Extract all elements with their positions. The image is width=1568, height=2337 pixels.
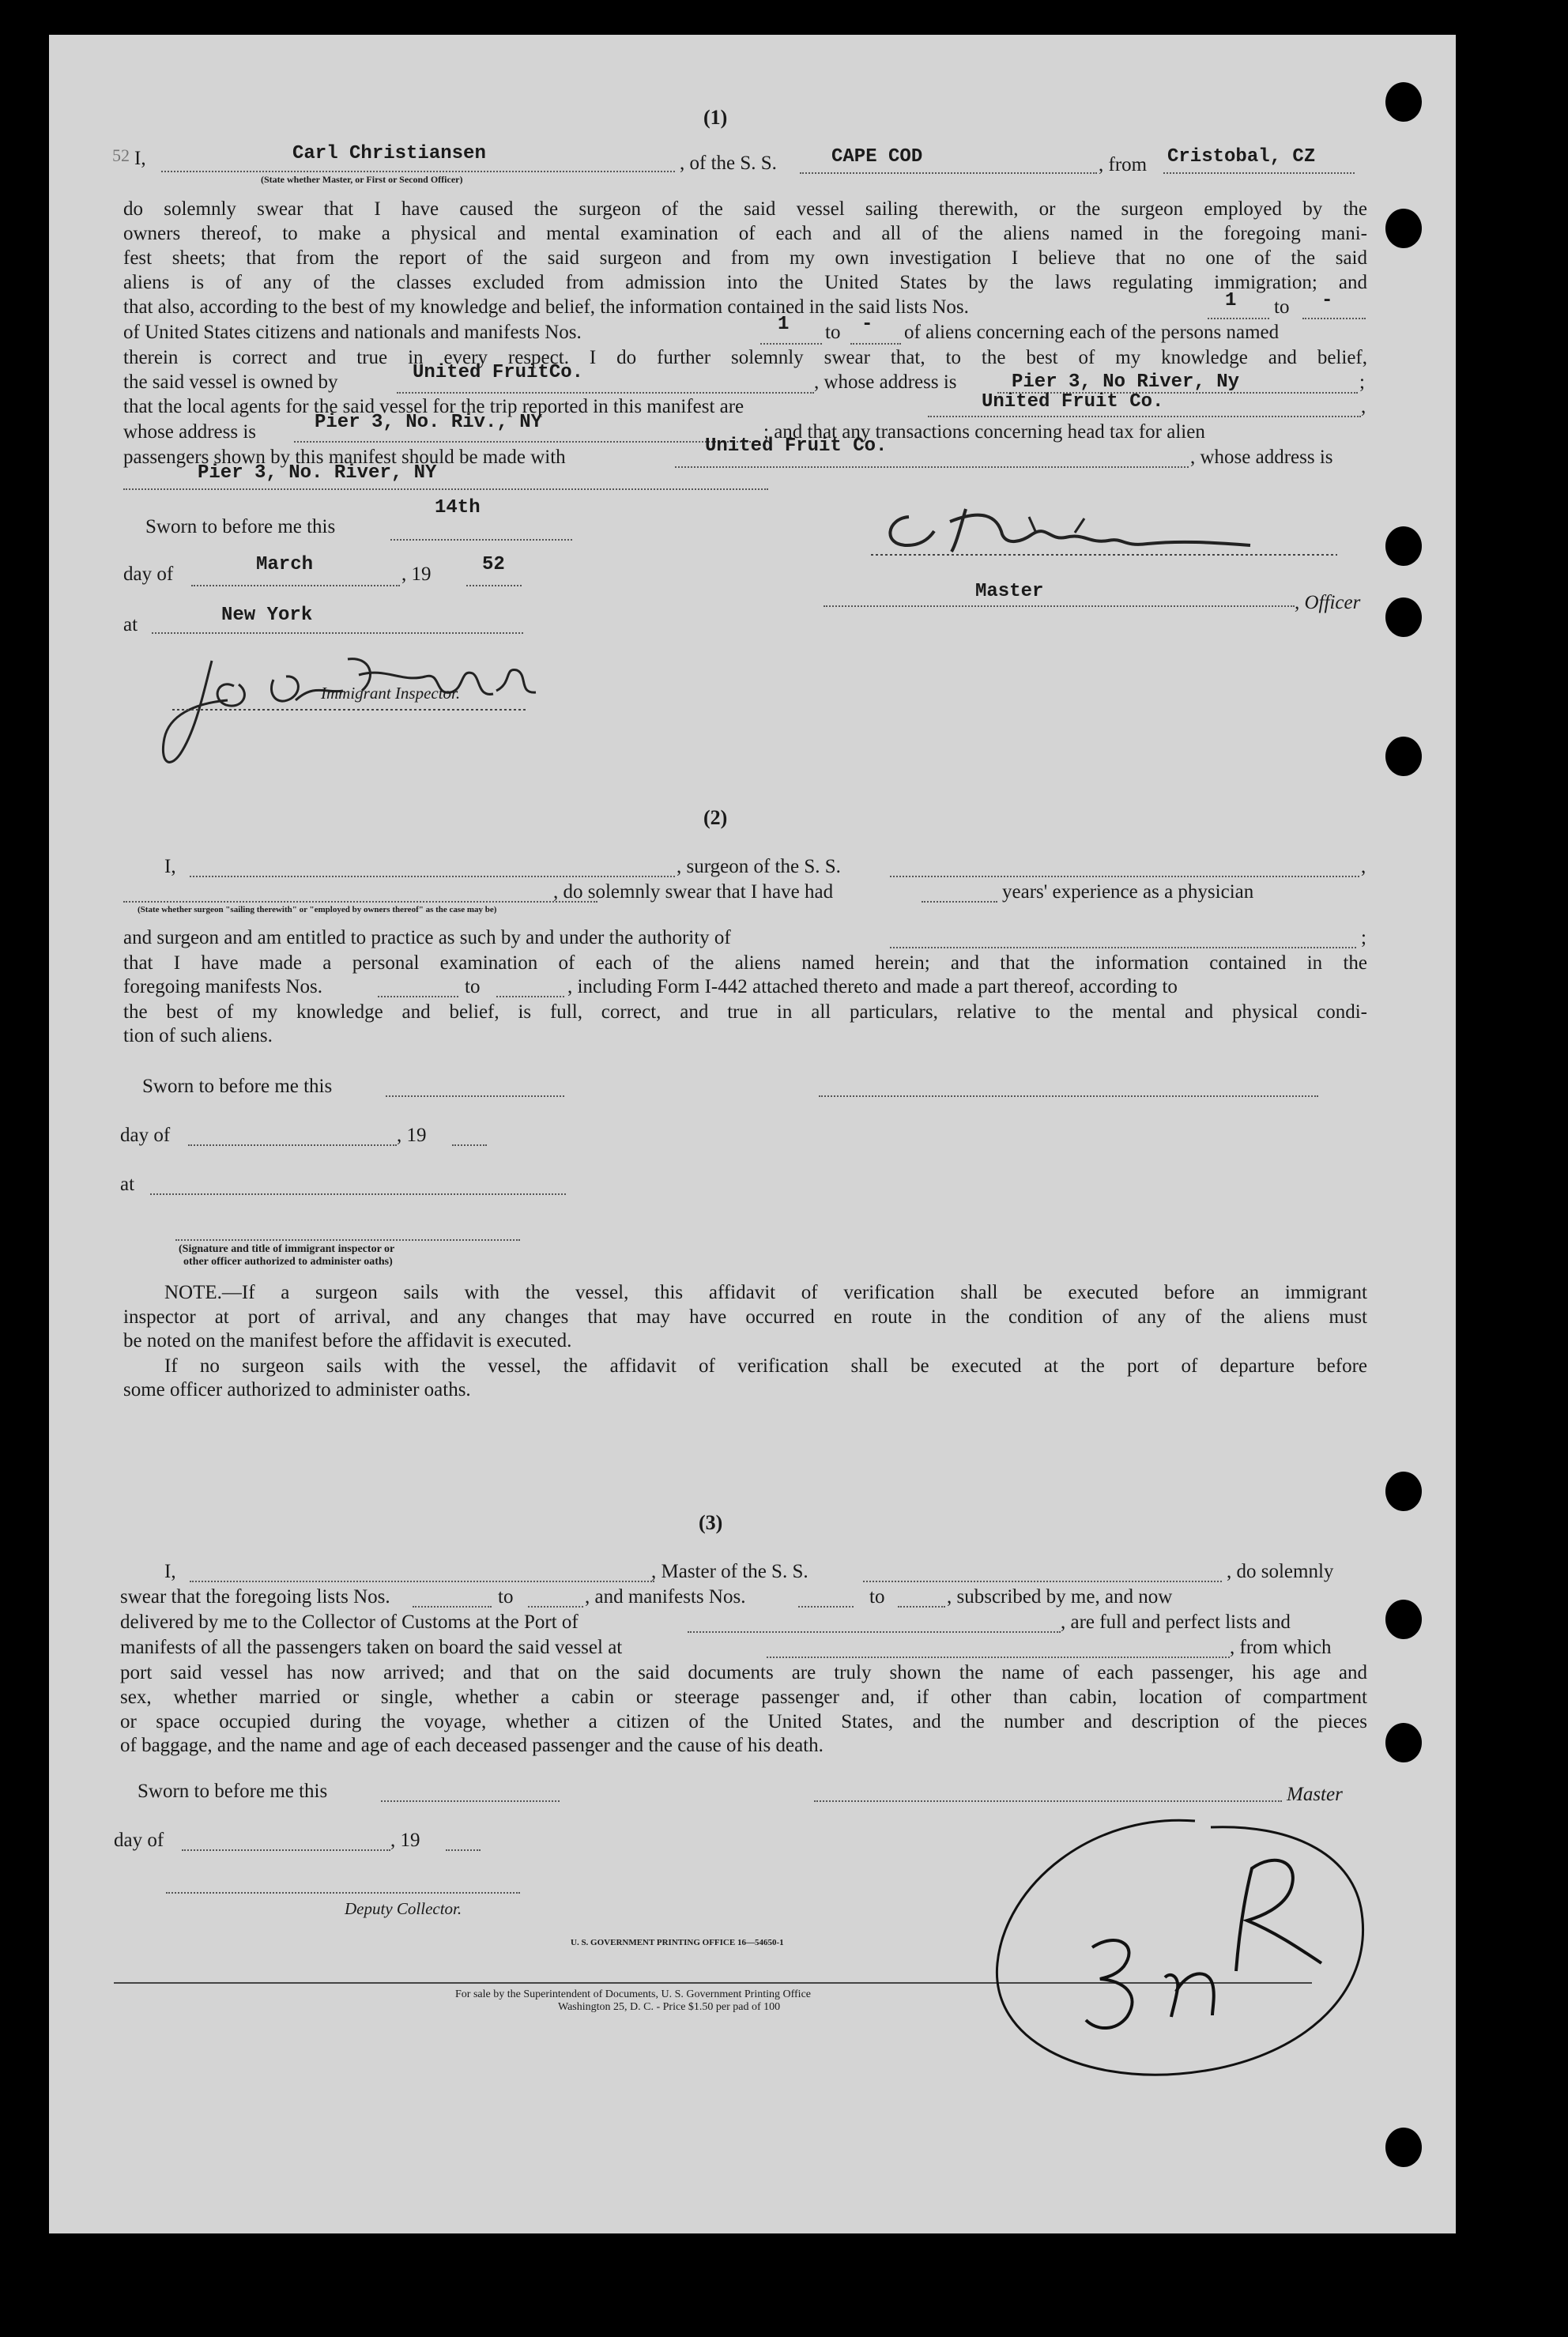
manifests-from-line-3 xyxy=(798,1606,854,1608)
year-prefix-3: , 19 xyxy=(390,1830,420,1851)
vessel-at-line xyxy=(767,1657,1230,1658)
inspector-caption: Immigrant Inspector. xyxy=(321,684,461,703)
section-1-i-label: I, xyxy=(134,148,146,169)
section-3-heading: (3) xyxy=(699,1511,723,1534)
sworn-month: March xyxy=(256,554,314,575)
passengers-label: passengers shown by this manifest should be made with xyxy=(123,447,566,468)
para-last-3: of baggage, and the name and age of each deceased passenger and the cause of his death. xyxy=(120,1735,824,1756)
para-line: aliens is of any of the classes excluded from admission into the United States by the laws regulating immigration; and xyxy=(123,272,1367,293)
deputy-line xyxy=(166,1892,520,1894)
owner: United FruitCo. xyxy=(413,362,584,383)
whose-address-label: , whose address is xyxy=(814,371,957,393)
para-line-3: port said vessel has now arrived; and that on the said documents are truly shown the name of each passenger, his age and xyxy=(120,1662,1367,1683)
exam-line: that I have made a personal examination of each of the aliens named herein; and that the information contained in the xyxy=(123,952,1367,974)
manifest-from-line xyxy=(378,996,458,997)
lists-to-line xyxy=(1302,318,1366,319)
year-line-3 xyxy=(446,1849,481,1851)
years-line xyxy=(922,901,997,903)
note2-line: If no surgeon sails with the vessel, the affidavit of verification shall be executed at the port of departure before xyxy=(164,1355,1367,1377)
para-line: fest sheets; that from the report of the said surgeon and from my own investigation I believe that no one of the said xyxy=(123,247,1367,269)
sig-caption-2: other officer authorized to administer oaths) xyxy=(183,1256,393,1268)
note-line: NOTE.—If a surgeon sails with the vessel, this affidavit of verification shall be executed before an immigrant xyxy=(164,1282,1367,1303)
year-line xyxy=(466,585,522,586)
month-line-3 xyxy=(182,1849,390,1851)
years-label: years' experience as a physician xyxy=(1002,881,1254,903)
head-tax-address-line xyxy=(123,488,768,490)
master-label-3: Master xyxy=(1287,1784,1343,1805)
inspector-signature xyxy=(141,628,567,801)
manifests-line-text: of United States citizens and nationals and manifests Nos. xyxy=(123,322,582,343)
including-label: , including Form I-442 attached thereto and made a part thereof, according to xyxy=(567,976,1178,997)
punch-hole xyxy=(1385,737,1422,776)
sworn-day-line-3 xyxy=(381,1800,560,1802)
master-of-label: , Master of the S. S. xyxy=(651,1561,808,1582)
agents-label: that the local agents for the said vessel for the trip reported in this manifest are xyxy=(123,396,744,417)
from-which-label: , from which xyxy=(1230,1637,1332,1658)
lists-to-label-3: to xyxy=(498,1586,514,1608)
note2-line: some officer authorized to administer oaths. xyxy=(123,1379,471,1400)
year-prefix-2: , 19 xyxy=(397,1125,427,1146)
manifests-to-line xyxy=(850,343,901,345)
year-prefix: , 19 xyxy=(401,564,432,585)
officer-line xyxy=(824,605,1295,607)
surgeon-ship-line xyxy=(890,876,1359,877)
aliens-label: of aliens concerning each of the persons named xyxy=(904,322,1280,343)
master-name-line xyxy=(161,171,675,172)
manifests-all-label: manifests of all the passengers taken on board the said vessel at xyxy=(120,1637,623,1658)
agents: United Fruit Co. xyxy=(982,391,1164,413)
authority-label: and surgeon and am entitled to practice as such by and under the authority of xyxy=(123,927,731,948)
head-tax-label: ; and that any transactions concerning head tax for alien xyxy=(763,421,1205,443)
inspector-signature-line xyxy=(175,1239,520,1241)
sworn-label: Sworn to before me this xyxy=(145,516,336,537)
owned-by-label: the said vessel is owned by xyxy=(123,371,338,393)
head-tax-party-line xyxy=(675,466,1189,468)
such-line: tion of such aliens. xyxy=(123,1025,273,1046)
head-tax-party: United Fruit Co. xyxy=(705,435,888,457)
para-line: therein is correct and true in every respect. I do further solemnly swear that, to the best of my knowledge and belief, xyxy=(123,347,1367,368)
punch-hole xyxy=(1385,1472,1422,1511)
year-line-2 xyxy=(452,1144,487,1146)
day-of-label-2: day of xyxy=(120,1125,171,1146)
swear-label: , do solemnly swear that I have had xyxy=(553,881,834,903)
day-of-label-3: day of xyxy=(114,1830,164,1851)
comma: , xyxy=(1361,856,1366,877)
manifest-to-label: to xyxy=(465,976,481,997)
best-line: the best of my knowledge and belief, is full, correct, and true in all particulars, relative to the mental and physical condi- xyxy=(123,1001,1367,1023)
punch-hole xyxy=(1385,2128,1422,2167)
sworn-label-2: Sworn to before me this xyxy=(142,1076,333,1097)
section-2-heading: (2) xyxy=(703,806,728,829)
lists-to-line-3 xyxy=(528,1606,583,1608)
surgeon-name-line xyxy=(190,876,675,877)
punch-hole xyxy=(1385,209,1422,248)
comma: , xyxy=(1361,396,1366,417)
lists-to: - xyxy=(1321,290,1333,311)
sale-line-2: Washington 25, D. C. - Price $1.50 per pad of 100 xyxy=(558,2001,781,2013)
manifest-nos-label: foregoing manifests Nos. xyxy=(123,976,323,997)
solemnly-label: , do solemnly xyxy=(1227,1561,1334,1582)
para-line-3: sex, whether married or single, whether a cabin or steerage passenger and, if other than cabin, location of compartment xyxy=(120,1687,1367,1708)
surgeon-of-label: , surgeon of the S. S. xyxy=(677,856,841,877)
deputy-caption: Deputy Collector. xyxy=(345,1899,462,1918)
authority-line xyxy=(890,947,1356,948)
para-line: owners thereof, to make a physical and mental examination of each and all of the aliens named in the foregoing mani- xyxy=(123,223,1367,244)
manifests-from: 1 xyxy=(778,314,790,335)
delivered-label: delivered by me to the Collector of Customs at the Port of xyxy=(120,1611,579,1633)
agents-address-line xyxy=(294,441,760,443)
role-caption: (State whether Master, or First or Second Officer) xyxy=(261,174,463,185)
para-line: do solemnly swear that I have caused the surgeon of the said vessel sailing therewith, or the surgeon employed by the xyxy=(123,198,1367,220)
owner-line xyxy=(397,392,814,394)
master-name-line-3 xyxy=(190,1581,654,1582)
from-port: Cristobal, CZ xyxy=(1167,146,1316,168)
at-label-2: at xyxy=(120,1174,135,1195)
semicolon: ; xyxy=(1359,371,1365,393)
punch-hole xyxy=(1385,597,1422,637)
sale-line-1: For sale by the Superintendent of Documents, U. S. Government Printing Office xyxy=(455,1988,811,2000)
port-line-3 xyxy=(688,1631,1061,1633)
sworn-place: New York xyxy=(221,605,313,626)
margin-note: 52 xyxy=(112,145,130,165)
sworn-label-3: Sworn to before me this xyxy=(138,1781,328,1802)
officer-title: Master xyxy=(975,581,1044,602)
handwritten-annotation xyxy=(958,1805,1400,2090)
surgeon-type-line xyxy=(123,901,597,903)
surgeon-signature-line xyxy=(819,1095,1318,1097)
day-of-label: day of xyxy=(123,564,174,585)
para-line-3: or space occupied during the voyage, whether a citizen of the United States, and the number and description of the pieces xyxy=(120,1711,1367,1732)
printing-line: U. S. GOVERNMENT PRINTING OFFICE 16—54650-1 xyxy=(571,1938,784,1947)
section-2-i-label: I, xyxy=(164,856,176,877)
from-label: , from xyxy=(1099,154,1148,175)
manifests-from-line xyxy=(760,343,822,345)
lists-line-text: that also, according to the best of my knowledge and belief, the information contained in the said lists Nos. xyxy=(123,296,969,318)
manifests-to-label: to xyxy=(825,322,841,343)
surgeon-caption: (State whether surgeon "sailing therewith" or "employed by owners thereof" as the case may be) xyxy=(138,905,497,914)
manifest-page xyxy=(49,35,1456,2233)
manifests-to-line-3 xyxy=(898,1606,945,1608)
semicolon: ; xyxy=(1361,927,1366,948)
note-line: inspector at port of arrival, and any changes that may have occurred en route in the condition of any of the aliens must xyxy=(123,1306,1367,1328)
sig-caption-1: (Signature and title of immigrant inspector or xyxy=(179,1243,395,1255)
whose-address-label-2: , whose address is xyxy=(1190,447,1333,468)
place-line-2 xyxy=(150,1193,566,1195)
master-signature-line-3 xyxy=(814,1800,1282,1802)
punch-hole xyxy=(1385,1723,1422,1762)
master-signature xyxy=(863,485,1337,564)
full-label: , are full and perfect lists and xyxy=(1061,1611,1291,1633)
punch-hole xyxy=(1385,82,1422,122)
manifests-to: - xyxy=(861,314,873,335)
sworn-day-line-2 xyxy=(386,1095,564,1097)
agents-line xyxy=(928,416,1361,417)
lists-to-label: to xyxy=(1274,296,1290,318)
agents-address: Pier 3, No. Riv., NY xyxy=(315,412,543,433)
sworn-year: 52 xyxy=(482,554,505,575)
swear-lists-label: swear that the foregoing lists Nos. xyxy=(120,1586,390,1608)
punch-hole xyxy=(1385,526,1422,566)
officer-label: , Officer xyxy=(1295,592,1361,613)
at-label: at xyxy=(123,614,138,635)
head-tax-address: Pier 3, No. River, NY xyxy=(198,462,437,484)
manifests-label-3: , and manifests Nos. xyxy=(585,1586,746,1608)
ship-line-3 xyxy=(863,1581,1222,1582)
from-port-line xyxy=(1163,172,1355,174)
punch-hole xyxy=(1385,1600,1422,1639)
month-line xyxy=(191,585,400,586)
agents-address-label: whose address is xyxy=(123,421,257,443)
manifests-to-label-3: to xyxy=(869,1586,885,1608)
section-1-heading: (1) xyxy=(703,106,728,129)
manifest-to-line xyxy=(496,996,564,997)
section-3-i-label: I, xyxy=(164,1561,176,1582)
ship-name-line xyxy=(800,172,1097,174)
ship-name: CAPE COD xyxy=(831,146,923,168)
subscribed-label: , subscribed by me, and now xyxy=(947,1586,1173,1608)
month-line-2 xyxy=(188,1144,397,1146)
lists-from: 1 xyxy=(1225,290,1237,311)
lists-from-line xyxy=(1208,318,1269,319)
sworn-day-line xyxy=(390,539,572,541)
note-line: be noted on the manifest before the affidavit is executed. xyxy=(123,1330,572,1351)
sworn-day: 14th xyxy=(435,497,481,518)
owner-address: Pier 3, No River, Ny xyxy=(1012,371,1240,393)
master-name: Carl Christiansen xyxy=(292,143,486,164)
lists-from-line-3 xyxy=(413,1606,492,1608)
of-ss-label: , of the S. S. xyxy=(680,153,777,174)
